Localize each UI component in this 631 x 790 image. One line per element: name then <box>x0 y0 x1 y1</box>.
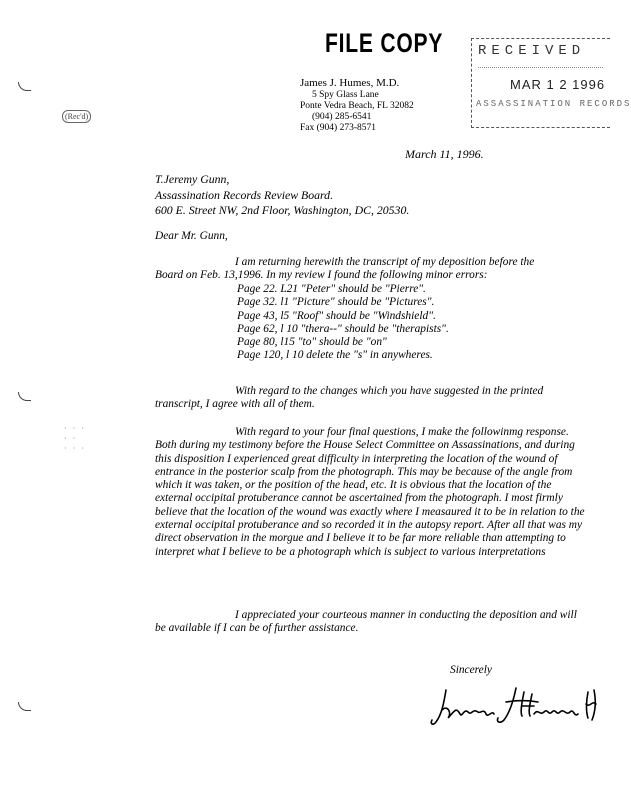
margin-stamp: (Rec'd) <box>62 110 91 123</box>
recipient-organization: Assassination Records Review Board. <box>155 187 334 202</box>
paragraph-transcript-intro <box>155 256 565 283</box>
letterhead-city: Ponte Vedra Beach, FL 32082 <box>300 101 414 111</box>
error-item: Page 80, l15 "to" should be "on" <box>237 336 387 349</box>
error-item: Page 62, l 10 "thera--" should be "therapists". <box>237 322 449 335</box>
letter-date: March 11, 1996. <box>405 147 484 161</box>
paragraph-changes: With regard to the changes which you have suggested in the printed transcript, I agree with all of them. <box>155 385 544 411</box>
paragraph-final-questions: With regard to your four final questions, I make the followinmg response. Both during my testimony before the House Select Committee on Assassinations, and during this disposition I experienced great difficulty in interpreting the location of the wound of entrance in the posterior scalp from the photograph. This may be because of the angle from which it was taken, or the position of the head, etc. It is obvious that the location of the external occipital protuberance cannot be ascertained from the photograph. I most firmly believe that the location of the wound was exactly where I measaured it to be in relation to the external occipital protuberance and so recorded it in the autopsy report. After all that was my direct observation in the morgue and I believe it to be far more reliable than attempting to interpret what I believe to be a photograph which is subject to various interpretations <box>155 426 585 558</box>
received-stamp-title: RECEIVED <box>478 43 586 59</box>
punch-hole-mark <box>18 392 31 401</box>
error-item: Page 32. l1 "Picture" should be "Pictures". <box>237 296 435 309</box>
signature <box>428 684 606 728</box>
salutation: Dear Mr. Gunn, <box>155 230 228 242</box>
error-item: Page 43, l5 "Roof" should be "Windshield". <box>237 309 436 322</box>
received-stamp-divider <box>478 67 603 68</box>
punch-hole-mark <box>18 82 31 91</box>
letterhead-phone: (904) 285-6541 <box>312 112 372 122</box>
paragraph-line: Board on Feb. 13,1996. In my review I found the following minor errors: <box>155 269 488 282</box>
letterhead <box>300 78 414 134</box>
recipient-address <box>155 172 409 219</box>
error-item: Page 22. L21 "Peter" should be "Pierre". <box>237 283 426 295</box>
error-item: Page 120, l 10 delete the "s" in anywheres. <box>237 349 433 362</box>
letterhead-street: 5 Spy Glass Lane <box>312 90 379 100</box>
letterhead-fax: Fax (904) 273-8571 <box>300 123 376 133</box>
paragraph-closing-remarks: I appreciated your courteous manner in conducting the deposition and will be available if I can be of further assistance. <box>155 609 577 635</box>
paragraph-line: I am returning herewith the transcript of my deposition before the <box>235 256 535 268</box>
received-stamp <box>471 38 631 128</box>
punch-hole-mark <box>18 702 31 711</box>
received-stamp-date: MAR 1 2 1996 <box>510 77 606 92</box>
scan-specks: · · · · · · · · <box>64 424 86 453</box>
recipient-name: T.Jeremy Gunn, <box>155 172 230 186</box>
recipient-street-address: 600 E. Street NW, 2nd Floor, Washington, DC, 20530. <box>155 203 410 217</box>
received-stamp-footer: ASSASSINATION RECORDS <box>476 99 631 109</box>
file-copy-stamp: FILE COPY <box>325 28 444 58</box>
letterhead-name: James J. Humes, M.D. <box>300 77 400 89</box>
closing: Sincerely <box>450 664 492 676</box>
errors-list <box>237 283 449 363</box>
